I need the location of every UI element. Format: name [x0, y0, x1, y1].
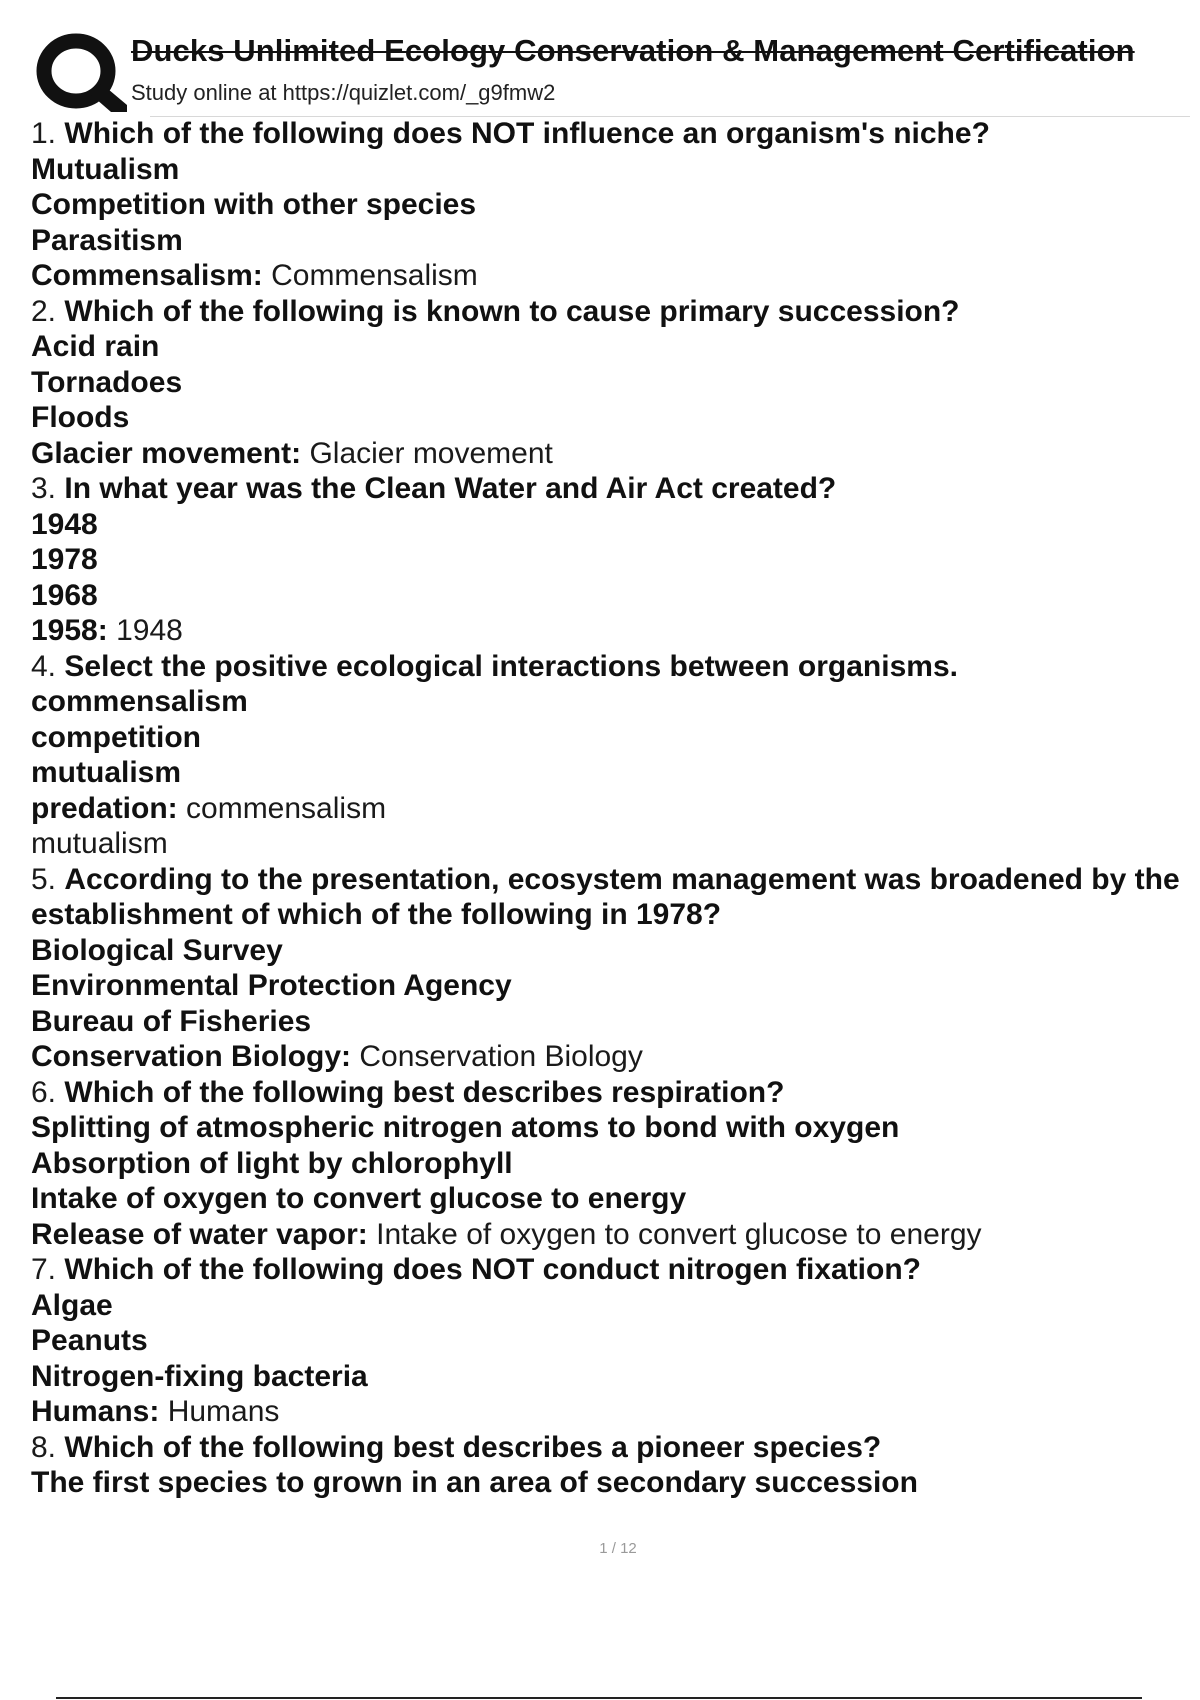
- option: commensalism: [31, 685, 248, 718]
- answer-line: [31, 1217, 1199, 1253]
- option: Algae: [31, 1288, 113, 1322]
- option: Splitting of atmospheric nitrogen atoms to bond with oxygen: [31, 1111, 900, 1144]
- option: The first species to grown in an area of secondary succession: [31, 1466, 918, 1499]
- question-line: [31, 862, 1199, 933]
- question-text: In what year was the Clean Water and Air Act created?: [64, 472, 837, 505]
- answer-text: Intake of oxygen to convert glucose to energy: [376, 1217, 982, 1251]
- last-option: Humans:: [31, 1395, 160, 1428]
- option: Acid rain: [31, 330, 160, 363]
- answer-line: [31, 613, 1199, 649]
- option: competition: [31, 720, 201, 754]
- answer-text: 1948: [116, 614, 183, 647]
- question-text: Which of the following is known to cause primary succession?: [64, 294, 960, 328]
- question-number: 5.: [31, 862, 57, 896]
- question-number: 4.: [31, 649, 57, 683]
- option: Mutualism: [31, 152, 180, 186]
- question-text: Which of the following does NOT conduct nitrogen fixation?: [64, 1253, 921, 1286]
- question-number: 3.: [31, 472, 57, 505]
- question-line: [31, 649, 1199, 685]
- option: Parasitism: [31, 223, 183, 257]
- option: Nitrogen-fixing bacteria: [31, 1359, 368, 1393]
- last-option: predation:: [31, 791, 178, 825]
- last-option: Release of water vapor:: [31, 1217, 368, 1251]
- answer-text: Commensalism: [271, 259, 478, 292]
- question-number: 8.: [31, 1430, 57, 1464]
- question-line: [31, 116, 1199, 152]
- question-list: [31, 116, 1199, 1501]
- question-text: According to the presentation, ecosystem management was broadened by the establishment of which of the following in 1978?: [31, 862, 1180, 931]
- option: Bureau of Fisheries: [31, 1004, 312, 1038]
- question-number: 1.: [31, 117, 57, 150]
- answer-text: Humans: [167, 1395, 280, 1428]
- answer-text-extra: mutualism: [31, 827, 168, 860]
- quizlet-logo-icon: [32, 32, 140, 114]
- answer-line: [31, 1039, 1199, 1075]
- option: Competition with other species: [31, 188, 477, 221]
- answer-text: Conservation Biology: [359, 1040, 643, 1073]
- question-text: Which of the following does NOT influence an organism's niche?: [64, 117, 990, 150]
- question-line: [31, 1075, 1199, 1111]
- footer-divider: [56, 1697, 1142, 1699]
- document-title: Ducks Unlimited Ecology Conservation & Management Certification: [131, 33, 1135, 68]
- last-option: Conservation Biology:: [31, 1040, 352, 1073]
- option: 1978: [31, 543, 98, 576]
- question-text: Which of the following best describes respiration?: [64, 1075, 785, 1109]
- last-option: Commensalism:: [31, 259, 263, 292]
- question-number: 7.: [31, 1253, 57, 1286]
- answer-line: [31, 1394, 1199, 1430]
- question-text: Which of the following best describes a pioneer species?: [64, 1430, 882, 1464]
- study-link[interactable]: Study online at https://quizlet.com/_g9fmw2: [131, 80, 556, 105]
- option: Floods: [31, 401, 130, 434]
- last-option: Glacier movement:: [31, 436, 302, 470]
- last-option: 1958:: [31, 614, 108, 647]
- option: Biological Survey: [31, 933, 283, 967]
- question-number: 2.: [31, 294, 57, 328]
- question-text: Select the positive ecological interactions between organisms.: [64, 649, 958, 683]
- answer-text: Glacier movement: [309, 436, 553, 470]
- option: 1968: [31, 578, 98, 612]
- answer-line: [31, 791, 1199, 827]
- page-number: 1 / 12: [599, 1540, 637, 1557]
- option: 1948: [31, 507, 98, 541]
- document-header: [30, 30, 1190, 114]
- question-line: [31, 294, 1199, 330]
- option: Intake of oxygen to convert glucose to energy: [31, 1182, 687, 1215]
- answer-text: commensalism: [186, 791, 387, 825]
- answer-line: [31, 258, 1199, 294]
- question-line: [31, 471, 1199, 507]
- option: mutualism: [31, 756, 182, 789]
- option: Peanuts: [31, 1324, 148, 1357]
- option: Environmental Protection Agency: [31, 969, 512, 1002]
- answer-line: [31, 436, 1199, 472]
- option: Absorption of light by chlorophyll: [31, 1146, 513, 1180]
- question-line: [31, 1430, 1199, 1466]
- option: Tornadoes: [31, 365, 183, 399]
- question-line: [31, 1252, 1199, 1288]
- question-number: 6.: [31, 1075, 57, 1109]
